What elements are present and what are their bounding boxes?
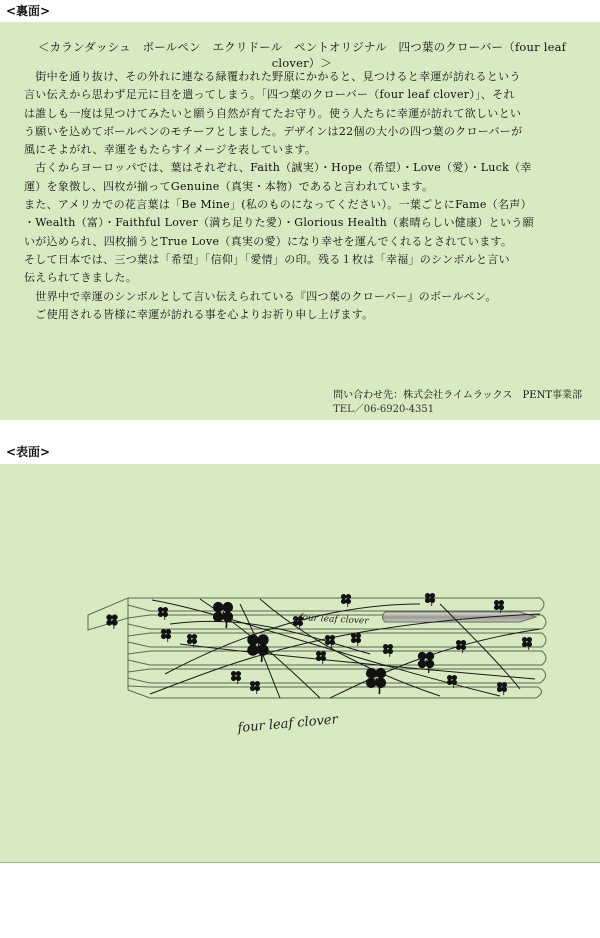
- clover-icon: [383, 644, 393, 657]
- card-heading: ＜カランダッシュ ボールペン エクリドール ペントオリジナル 四つ葉のクローバー（four leaf clover）＞: [37, 40, 567, 70]
- description-text: [24, 68, 580, 324]
- contact-info: [333, 389, 582, 417]
- contact-tel: TEL／06-6920-4351: [333, 404, 435, 415]
- text-line: 言い伝えから思わず足元に目を遣ってしまう。「四つ葉のクローバー（four leaf clover）」、それ: [24, 88, 515, 102]
- clover-icon: [522, 637, 532, 650]
- section-label-front: <表面>: [6, 445, 51, 459]
- clover-icon: [161, 629, 171, 642]
- text-line: また、アメリカでの花言葉は「Be Mine」(私のものになってください）。一葉ごとにFame（名声）: [24, 198, 532, 212]
- section-label-back: <裏面>: [6, 4, 51, 18]
- text-line: 伝えられてきました。: [24, 271, 137, 285]
- clover-icon: [447, 675, 457, 688]
- clover-icon: [250, 681, 260, 694]
- clover-icon: [316, 651, 326, 664]
- text-line: 古くからヨーロッパでは、葉はそれぞれ、Faith（誠実）・Hope（希望）・Love（愛）・Luck（幸: [24, 161, 532, 175]
- text-line: 世界中で幸運のシンボルとして言い伝えられている『四つ葉のクローバー』のボールペン。: [24, 289, 497, 303]
- clover-icon: [341, 594, 351, 607]
- text-line: ・Wealth（富）・Faithful Lover（満ち足りた愛）・Glorious Health（素晴らしい健康）という願: [24, 216, 534, 230]
- front-side-card: [0, 464, 600, 863]
- clover-icon: [231, 671, 241, 684]
- text-line: は誰しも一度は見つけてみたいと願う自然が育てたお守り。使う人たちに幸運が訪れて欲しいとい: [24, 106, 522, 120]
- text-line: 風にそよがれ、幸運をもたらすイメージを表しています。: [24, 143, 317, 157]
- pen-inscription: four leaf clover: [298, 613, 369, 627]
- back-side-card: [0, 22, 600, 420]
- text-line: 街中を通り抜け、その外れに連なる緑覆われた野原にかかると、見つけると幸運が訪れるという: [24, 70, 521, 83]
- text-line: いが込められ、四枚揃うとTrue Love（真実の愛）になり幸せを運んでくれるとされています。: [24, 234, 513, 248]
- text-line: ご使用される皆様に幸運が訪れる事を心よりお祈り申し上げます。: [24, 307, 374, 321]
- clover-icon: [158, 607, 168, 620]
- clover-icon: [497, 682, 507, 695]
- product-caption: four leaf clover: [237, 712, 339, 736]
- pen-clip: [383, 612, 537, 622]
- clover-icon: [351, 633, 361, 646]
- text-line: 運）を象徴し、四枚が揃ってGenuine（真実・本物）であると言われています。: [24, 179, 434, 193]
- clover-icon: [213, 602, 233, 628]
- clover-icon: [425, 593, 435, 606]
- text-line: そして日本では、三つ葉は「希望」「信仰」「愛情」の印。残る１枚は「幸福」のシンボルと言い: [24, 252, 510, 266]
- clover-icon: [366, 668, 386, 694]
- pen-illustration: [0, 464, 600, 862]
- clover-icon: [106, 614, 117, 629]
- contact-company: 問い合わせ先：株式会社ライムラックス PENT事業部: [333, 390, 582, 401]
- text-line: う願いを込めてボールペンのモチーフとしました。デザインは22個の大小の四つ葉のクローバーが: [24, 124, 523, 138]
